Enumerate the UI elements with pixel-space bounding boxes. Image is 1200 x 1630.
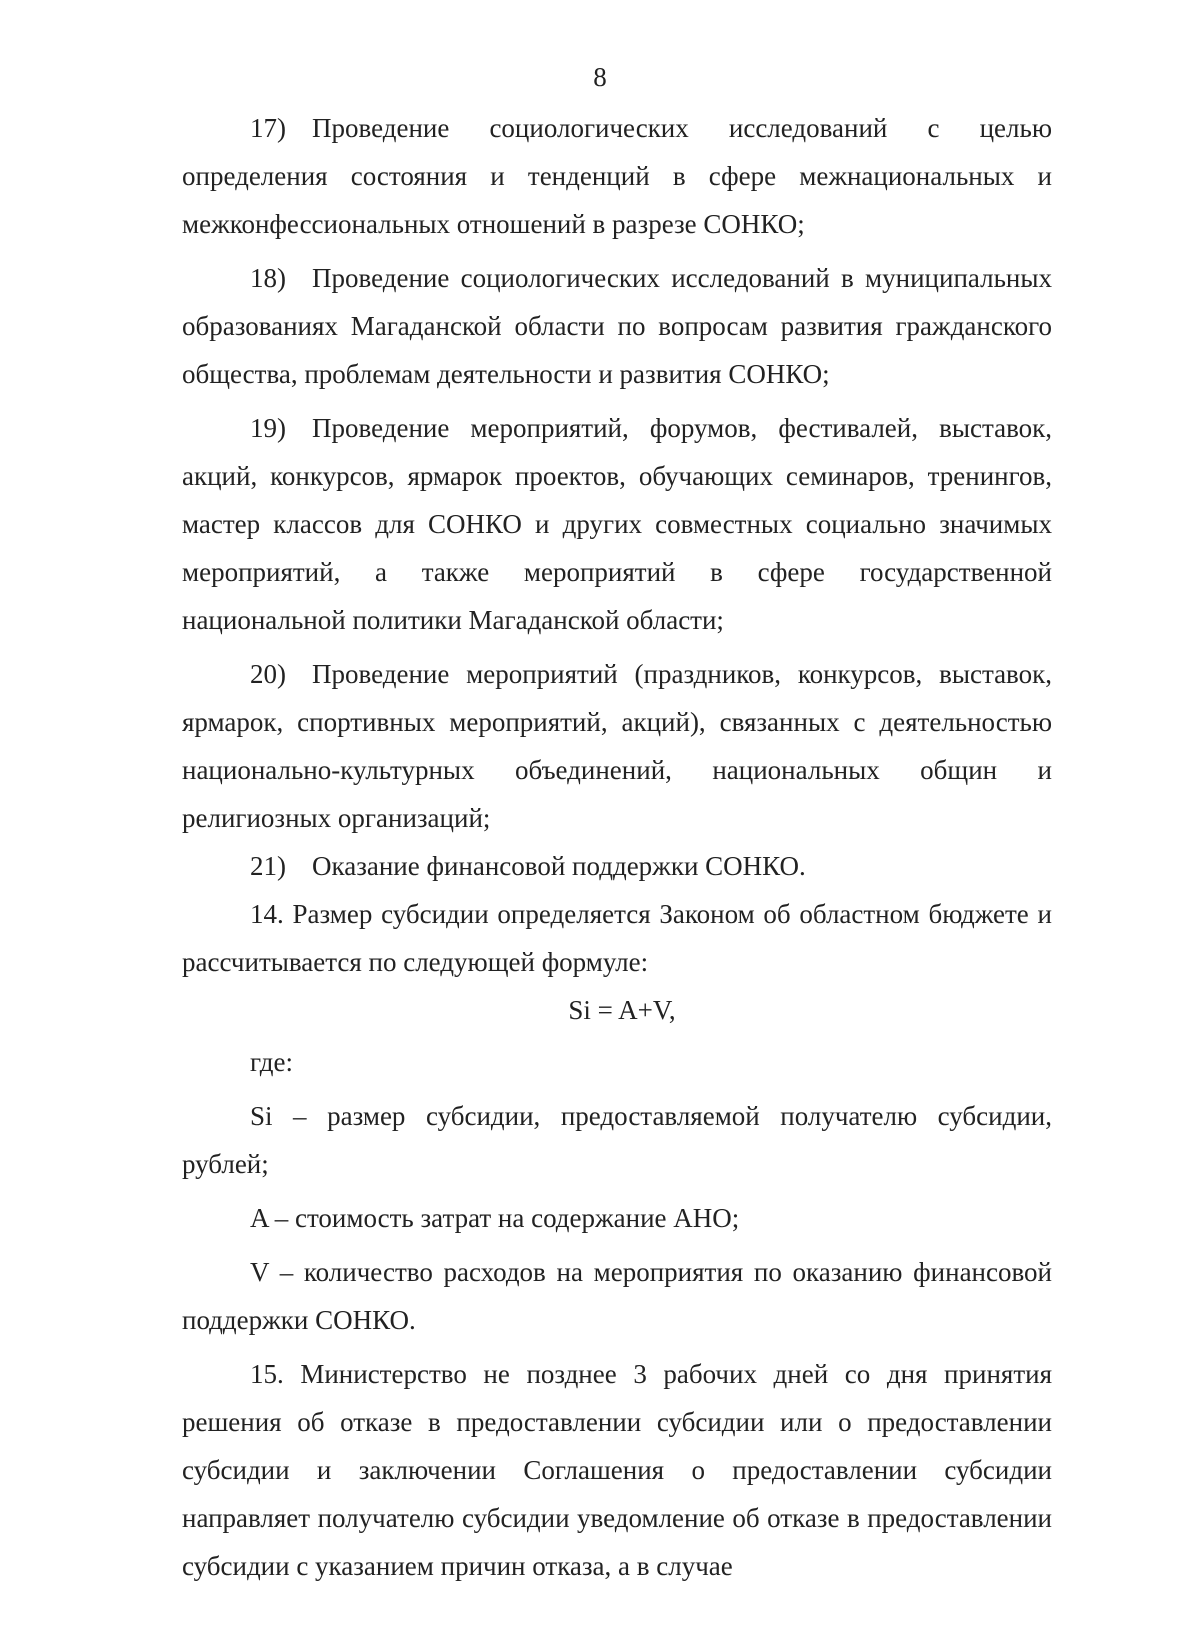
list-item-text: Проведение социологических исследований с целью определения состояния и тенденций в сфере межнациональных и межконфессиональных отношений в разрезе СОНКО; xyxy=(182,113,1052,239)
clause-14-text: 14. Размер субсидии определяется Законом об областном бюджете и рассчитывается по следующей формуле: xyxy=(182,899,1052,977)
definition-v: V – количество расходов на мероприятия по оказанию финансовой поддержки СОНКО. xyxy=(182,1257,1052,1335)
list-item-text: Проведение мероприятий (праздников, конкурсов, выставок, ярмарок, спортивных мероприятий, акций), связанных с деятельностью национально-культурных объединений, национальных общин и религиозных организаций; xyxy=(182,659,1052,833)
list-item-20 xyxy=(182,650,1052,842)
clause-15-text: 15. Министерство не позднее 3 рабочих дней со дня принятия решения об отказе в предоставлении субсидии или о предоставлении субсидии и заключении Соглашения о предоставлении субсидии направляет получателю субсидии уведомление об отказе в предоставлении субсидии с указанием причин отказа, а в случае xyxy=(182,1359,1052,1581)
document-body xyxy=(182,104,1052,1590)
list-item-number: 18) xyxy=(250,263,286,293)
definition-a: A – стоимость затрат на содержание АНО; xyxy=(250,1203,740,1233)
list-item-19 xyxy=(182,404,1052,644)
list-item-number: 20) xyxy=(250,659,286,689)
list-item-text: Оказание финансовой поддержки СОНКО. xyxy=(312,851,806,881)
list-item-number: 17) xyxy=(250,113,286,143)
list-item-21 xyxy=(182,842,1052,890)
list-item-text: Проведение мероприятий, форумов, фестивалей, выставок, акций, конкурсов, ярмарок проектов, обучающих семинаров, тренингов, мастер классов для СОНКО и других совместных социально значимых мероприятий, а также мероприятий в сфере государственной национальной политики Магаданской области; xyxy=(182,413,1052,635)
definition-si: Si – размер субсидии, предоставляемой получателю субсидии, рублей; xyxy=(182,1101,1052,1179)
formula: Si = A+V, xyxy=(568,995,676,1025)
list-item-18 xyxy=(182,254,1052,398)
list-item-number: 21) xyxy=(250,851,286,881)
page-number: 8 xyxy=(593,62,607,92)
list-item-number: 19) xyxy=(250,413,286,443)
formula-where-label: где: xyxy=(250,1047,293,1077)
list-item-17 xyxy=(182,104,1052,248)
list-item-text: Проведение социологических исследований в муниципальных образованиях Магаданской области по вопросам развития гражданского общества, проблемам деятельности и развития СОНКО; xyxy=(182,263,1052,389)
